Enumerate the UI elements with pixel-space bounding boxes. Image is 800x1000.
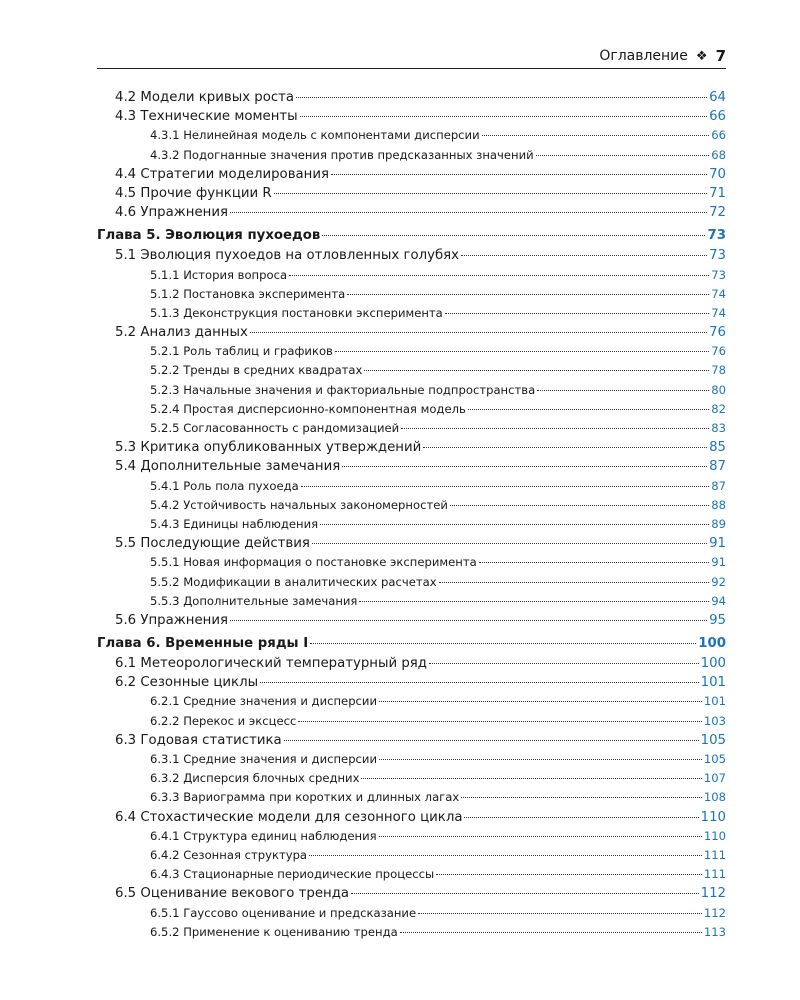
dot-leader — [296, 97, 707, 98]
dot-leader — [464, 817, 698, 818]
toc-page-link[interactable]: 73 — [709, 248, 726, 264]
toc-page-link[interactable]: 105 — [703, 752, 726, 766]
toc-entry-title — [115, 733, 282, 748]
toc-entry-text: Последующие действия — [140, 536, 310, 552]
toc-entry[interactable] — [97, 363, 726, 382]
toc-entry-text: Критика опубликованных утверждений — [140, 440, 422, 456]
toc-entry[interactable] — [97, 248, 726, 267]
toc-entry[interactable] — [97, 287, 726, 306]
toc-entry[interactable] — [97, 733, 726, 752]
toc-entry-text: Постановка эксперимента — [183, 286, 346, 301]
toc-page-link[interactable]: 91 — [711, 555, 726, 570]
toc-entry[interactable] — [97, 306, 726, 325]
dot-leader — [423, 447, 707, 448]
toc-entry[interactable] — [97, 714, 726, 733]
toc-entry[interactable] — [97, 810, 726, 829]
toc-entry-text: Единицы наблюдения — [183, 516, 319, 531]
toc-entry-text: Деконструкция постановки эксперимента — [183, 305, 443, 320]
dot-leader — [479, 562, 710, 563]
toc-page-link[interactable]: 70 — [709, 166, 726, 182]
toc-page-link[interactable]: 101 — [703, 694, 726, 709]
toc-entry-text: Устойчивость начальных закономерностей — [183, 497, 448, 512]
toc-entry-text: Дисперсия блочных средних — [183, 771, 360, 786]
dot-leader — [379, 836, 702, 837]
toc-entry[interactable] — [97, 205, 726, 224]
toc-entry-title — [150, 906, 416, 920]
toc-entry-number: 6.4.2 — [150, 847, 180, 862]
toc-entry-number: 5.4.3 — [150, 516, 180, 531]
toc-entry-text: Применение к оцениванию тренда — [183, 924, 398, 939]
toc-page-link[interactable]: 92 — [711, 574, 726, 589]
toc-entry[interactable] — [97, 148, 726, 167]
dot-leader — [450, 505, 709, 506]
toc-entry[interactable] — [97, 344, 726, 363]
ornament-icon: ❖ — [695, 48, 708, 64]
toc-entry-text: Простая дисперсионно-компонентная модель — [183, 401, 466, 416]
toc-entry[interactable] — [97, 536, 726, 555]
toc-entry[interactable] — [97, 867, 726, 886]
dot-leader — [468, 409, 709, 410]
toc-page-link[interactable]: 112 — [703, 905, 726, 920]
toc-page-link[interactable]: 64 — [709, 90, 726, 105]
toc-entry[interactable] — [97, 829, 726, 848]
toc-entry-title — [115, 459, 340, 474]
page-header — [97, 44, 726, 69]
toc-entry-number: 6.4 — [115, 809, 137, 825]
toc-entry[interactable] — [97, 752, 726, 771]
toc-entry-title — [115, 186, 272, 201]
running-title: Оглавление — [599, 48, 688, 64]
toc-page-link[interactable]: 94 — [711, 593, 726, 608]
toc-entry-title — [115, 810, 462, 825]
toc-entry-text: Дополнительные замечания — [140, 459, 341, 475]
toc-entry-number: 6.4.3 — [150, 867, 180, 882]
toc-entry[interactable] — [97, 498, 726, 517]
dot-leader — [429, 663, 699, 664]
dot-leader — [359, 601, 709, 602]
toc-entry[interactable] — [97, 90, 726, 109]
toc-entry-text: Согласованность с рандомизацией — [183, 421, 400, 435]
toc-page-link[interactable]: 111 — [703, 867, 726, 882]
toc-page-link[interactable]: 87 — [711, 478, 726, 493]
dot-leader — [537, 390, 709, 391]
dot-leader — [331, 174, 707, 175]
toc-entry-text: История вопроса — [183, 267, 288, 282]
toc-entry-title — [150, 714, 296, 728]
dot-leader — [322, 235, 705, 236]
toc-page-link[interactable]: 78 — [711, 363, 726, 378]
toc-entry-text: Роль пола пухоеда — [183, 478, 299, 493]
toc-page-link[interactable]: 76 — [711, 344, 726, 359]
toc-entry[interactable] — [97, 771, 726, 790]
toc-entry-title — [97, 224, 320, 243]
toc-entry-number: 5.5 — [115, 536, 137, 552]
toc-entry-title — [115, 90, 294, 105]
toc-entry[interactable] — [97, 594, 726, 613]
toc-entry-text: Стационарные периодические процессы — [183, 867, 435, 882]
table-of-contents — [97, 90, 726, 944]
toc-page-link[interactable]: 68 — [711, 147, 726, 162]
toc-entry-title — [150, 790, 459, 804]
toc-entry-title — [150, 344, 333, 358]
toc-entry-title — [150, 421, 399, 435]
toc-page-link[interactable]: 101 — [700, 675, 726, 691]
toc-entry-number: 6.3.2 — [150, 771, 180, 786]
toc-entry-number: 6.2.1 — [150, 694, 180, 709]
toc-page-link[interactable]: 107 — [703, 771, 726, 786]
toc-entry[interactable] — [97, 268, 726, 287]
toc-entry-text: Метеорологический температурный ряд — [140, 656, 428, 672]
toc-entry-title — [150, 268, 287, 282]
toc-entry[interactable] — [97, 790, 726, 809]
toc-entry-title — [150, 594, 357, 608]
toc-page-link[interactable]: 85 — [709, 440, 726, 456]
toc-entry-text: Анализ данных — [140, 325, 248, 341]
toc-page-link[interactable]: 88 — [711, 497, 726, 512]
toc-entry[interactable] — [97, 402, 726, 421]
toc-entry-text: Тренды в средних квадратах — [183, 363, 363, 378]
page-number: 7 — [715, 47, 726, 65]
toc-page-link[interactable]: 73 — [711, 267, 726, 282]
toc-entry-text: Упражнения — [140, 612, 228, 628]
dot-leader — [536, 155, 710, 156]
toc-entry-text: Модификации в аналитических расчетах — [183, 574, 437, 589]
toc-entry-title — [150, 383, 535, 397]
toc-entry[interactable] — [97, 128, 726, 147]
toc-entry-number: 6.4.1 — [150, 828, 180, 843]
toc-entry-number: 5.3 — [115, 440, 137, 456]
toc-entry-number: 4.2 — [115, 90, 137, 105]
toc-entry-title — [115, 167, 329, 182]
toc-page-link[interactable]: 100 — [700, 656, 726, 672]
toc-page-link[interactable]: 112 — [700, 886, 726, 902]
toc-page-link[interactable]: 105 — [700, 732, 726, 748]
toc-page-link[interactable]: 71 — [709, 185, 726, 201]
dot-leader — [342, 466, 707, 467]
toc-entry-text: Годовая статистика — [140, 732, 282, 748]
toc-entry-title — [150, 848, 307, 862]
toc-entry-title — [150, 867, 434, 881]
dot-leader — [361, 778, 701, 779]
toc-entry-number: 5.2.4 — [150, 401, 180, 416]
toc-entry-title — [150, 752, 377, 766]
dot-leader — [445, 313, 709, 314]
dot-leader — [418, 913, 702, 914]
dot-leader — [364, 370, 709, 371]
toc-entry-number: 4.5 — [115, 185, 137, 201]
dot-leader — [250, 332, 707, 333]
dot-leader — [300, 116, 707, 117]
toc-entry-number: 5.5.2 — [150, 574, 180, 589]
toc-page-link[interactable]: 103 — [703, 713, 726, 728]
toc-entry-title — [150, 287, 345, 301]
toc-entry-text: Начальные значения и факториальные подпространства — [183, 382, 536, 397]
toc-entry[interactable] — [97, 925, 726, 944]
toc-entry[interactable] — [97, 325, 726, 344]
toc-entry-number: 4.6 — [115, 205, 137, 221]
toc-entry-number: 6.3.1 — [150, 752, 180, 766]
dot-leader — [347, 294, 709, 295]
toc-entry-title — [150, 306, 443, 320]
toc-entry-text: Новая информация о постановке эксперимента — [183, 555, 477, 570]
toc-page-link[interactable]: 76 — [709, 325, 726, 341]
toc-entry[interactable] — [97, 517, 726, 536]
toc-entry-title — [97, 632, 308, 651]
toc-entry-number: 5.2.1 — [150, 344, 180, 359]
dot-leader — [482, 135, 710, 136]
toc-entry-number: 6.3.3 — [150, 790, 180, 805]
dot-leader — [320, 524, 709, 525]
toc-entry[interactable] — [97, 675, 726, 694]
toc-entry[interactable] — [97, 479, 726, 498]
toc-entry-text: Эволюция пухоедов — [165, 228, 321, 244]
dot-leader — [230, 212, 707, 213]
dot-leader — [351, 893, 699, 894]
toc-entry-number: 6.5 — [115, 886, 137, 902]
toc-entry-number: 5.4.1 — [150, 478, 180, 493]
toc-entry-text: Технические моменты — [140, 109, 298, 125]
toc-entry-text: Перекос и эксцесс — [183, 713, 297, 728]
toc-entry-number: 6.5.1 — [150, 905, 180, 920]
toc-entry-text: Оценивание векового тренда — [140, 886, 350, 902]
toc-page-link[interactable]: 91 — [709, 536, 726, 552]
toc-entry-title — [115, 109, 298, 124]
toc-entry-text: Гауссово оценивание и предсказание — [183, 905, 417, 920]
toc-entry-number: 6.2 — [115, 675, 137, 691]
dot-leader — [260, 682, 699, 683]
toc-page-link[interactable]: 82 — [711, 401, 726, 416]
toc-entry-text: Сезонная структура — [183, 847, 308, 862]
toc-entry-text: Временные ряды I — [165, 636, 309, 652]
toc-entry-number: 4.3.2 — [150, 147, 180, 162]
dot-leader — [461, 255, 707, 256]
toc-entry[interactable] — [97, 906, 726, 925]
toc-page-link[interactable]: 66 — [711, 128, 726, 143]
toc-entry-title — [115, 886, 349, 901]
toc-entry-title — [150, 575, 437, 589]
toc-entry-text: Стохастические модели для сезонного цикла — [140, 809, 463, 825]
toc-entry-number: 5.2 — [115, 325, 137, 341]
toc-entry-number: 5.4 — [115, 459, 137, 475]
toc-entry-number: 5.1.3 — [150, 305, 180, 320]
toc-page-link[interactable]: 80 — [711, 382, 726, 397]
dot-leader — [401, 428, 709, 429]
toc-page-link[interactable]: 73 — [707, 228, 726, 244]
dot-leader — [379, 759, 702, 760]
toc-entry-title — [150, 694, 377, 708]
toc-entry-text: Структура единиц наблюдения — [183, 828, 377, 843]
toc-entry-title — [115, 325, 248, 340]
toc-entry[interactable] — [97, 421, 726, 440]
toc-entry-title — [115, 675, 258, 690]
toc-entry-text: Эволюция пухоедов на отловленных голубях — [140, 248, 460, 264]
toc-entry-number: 5.5.3 — [150, 593, 180, 608]
toc-entry-number: 6.1 — [115, 656, 137, 672]
dot-leader — [289, 275, 709, 276]
toc-entry-title — [150, 771, 359, 785]
toc-entry-number: 4.3.1 — [150, 128, 180, 143]
toc-entry-text: Дополнительные замечания — [183, 593, 358, 608]
toc-entry-number: 5.2.2 — [150, 363, 180, 378]
toc-entry-number: 5.1.1 — [150, 267, 180, 282]
toc-entry[interactable] — [97, 109, 726, 128]
toc-entry[interactable] — [97, 167, 726, 186]
dot-leader — [284, 740, 699, 741]
toc-entry[interactable] — [97, 656, 726, 675]
toc-entry-number: 6.3 — [115, 732, 137, 748]
toc-page-link[interactable]: 110 — [703, 828, 726, 843]
toc-entry-title — [150, 555, 477, 569]
dot-leader — [274, 193, 707, 194]
dot-leader — [379, 701, 702, 702]
toc-entry-text: Прочие функции R — [140, 185, 272, 201]
toc-entry-text: Стратегии моделирования — [140, 166, 330, 182]
toc-entry-title — [115, 205, 228, 220]
toc-page-link[interactable]: 100 — [698, 636, 726, 652]
toc-entry[interactable] — [97, 575, 726, 594]
toc-entry[interactable] — [97, 555, 726, 574]
toc-entry-title — [150, 498, 448, 512]
toc-entry-text: Вариограмма при коротких и длинных лагах — [183, 790, 460, 805]
toc-page-link[interactable]: 74 — [711, 286, 726, 301]
toc-page-link[interactable]: 110 — [700, 809, 726, 825]
toc-entry[interactable] — [97, 886, 726, 905]
toc-entry-title — [115, 440, 421, 455]
toc-entry[interactable] — [97, 383, 726, 402]
toc-entry-text: Модели кривых роста — [140, 90, 295, 105]
toc-chapter-entry[interactable] — [97, 224, 726, 248]
toc-entry-number: 5.1 — [115, 248, 137, 264]
toc-entry-title — [150, 128, 480, 142]
toc-page-link[interactable]: 108 — [703, 790, 726, 805]
toc-page-link[interactable]: 66 — [709, 109, 726, 125]
toc-entry-number: 6.5.2 — [150, 924, 180, 939]
toc-page-link[interactable]: 72 — [709, 205, 726, 221]
dot-leader — [439, 582, 710, 583]
toc-entry-text: Роль таблиц и графиков — [183, 344, 333, 359]
toc-entry-title — [115, 656, 427, 671]
toc-page-link[interactable]: 83 — [711, 421, 726, 435]
toc-entry-number: Глава 6. — [97, 636, 161, 652]
toc-entry-number: 5.5.1 — [150, 555, 180, 570]
toc-entry[interactable] — [97, 694, 726, 713]
toc-entry-text: Средние значения и дисперсии — [183, 694, 377, 709]
dot-leader — [312, 543, 707, 544]
toc-entry-title — [115, 248, 459, 263]
toc-entry-title — [150, 363, 362, 377]
toc-entry-title — [150, 148, 534, 162]
toc-entry-title — [150, 479, 299, 493]
toc-entry-text: Подогнанные значения против предсказанных значений — [183, 147, 534, 162]
dot-leader — [301, 486, 710, 487]
dot-leader — [230, 620, 707, 621]
toc-entry-text: Нелинейная модель с компонентами дисперсии — [183, 128, 480, 143]
toc-entry-title — [150, 925, 398, 939]
toc-entry-title — [150, 829, 377, 843]
dot-leader — [298, 721, 701, 722]
toc-entry-title — [115, 536, 310, 551]
toc-chapter-entry[interactable] — [97, 632, 726, 656]
toc-entry[interactable] — [97, 440, 726, 459]
toc-entry-number: 5.6 — [115, 612, 137, 628]
toc-entry-number: Глава 5. — [97, 228, 161, 244]
toc-entry-title — [150, 402, 466, 416]
toc-entry-text: Средние значения и дисперсии — [183, 752, 377, 766]
toc-entry-number: 5.4.2 — [150, 497, 180, 512]
toc-entry[interactable] — [97, 459, 726, 478]
dot-leader — [309, 855, 702, 856]
toc-page-link[interactable]: 74 — [711, 305, 726, 320]
toc-entry-number: 5.2.5 — [150, 421, 180, 435]
dot-leader — [461, 797, 702, 798]
toc-entry[interactable] — [97, 186, 726, 205]
toc-entry-number: 4.3 — [115, 109, 137, 125]
dot-leader — [335, 351, 709, 352]
dot-leader — [310, 643, 696, 644]
toc-page-link[interactable]: 111 — [703, 847, 726, 862]
toc-entry-number: 6.2.2 — [150, 713, 180, 728]
toc-entry-number: 4.4 — [115, 166, 137, 182]
toc-page-link[interactable]: 113 — [703, 924, 726, 939]
toc-entry-text: Упражнения — [140, 205, 228, 221]
toc-entry[interactable] — [97, 848, 726, 867]
toc-entry-number: 5.2.3 — [150, 382, 180, 397]
toc-entry-title — [150, 517, 318, 531]
toc-entry[interactable] — [97, 613, 726, 632]
toc-entry-number: 5.1.2 — [150, 286, 180, 301]
toc-page-link[interactable]: 89 — [711, 516, 726, 531]
toc-entry-title — [115, 613, 228, 628]
toc-entry-text: Сезонные циклы — [140, 675, 259, 691]
dot-leader — [436, 874, 702, 875]
toc-page-link[interactable]: 87 — [709, 459, 726, 475]
dot-leader — [400, 932, 702, 933]
toc-page-link[interactable]: 95 — [709, 612, 726, 628]
